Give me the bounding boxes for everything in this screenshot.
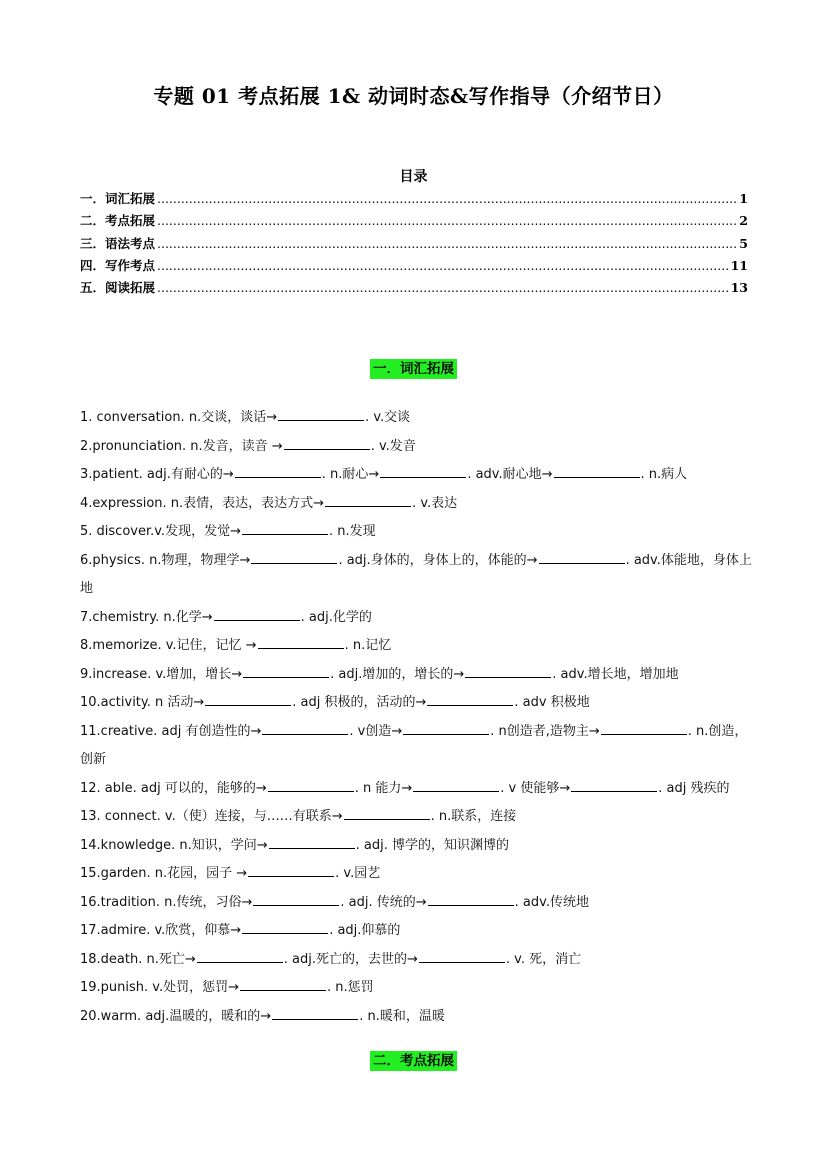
item-text: 14.knowledge. n.知识，学问→ [80, 837, 268, 853]
vocabulary-item [80, 490, 760, 519]
item-text: 15.garden. n.花园，园子 → [80, 866, 248, 881]
toc-entry-label: 一．词汇拓展 [80, 191, 156, 206]
toc-entry-label: 三．语法考点 [80, 235, 156, 251]
fill-in-blank[interactable] [242, 919, 328, 934]
item-text: . adj.增加的，增长的→ [330, 666, 465, 682]
item-text: 8.memorize. v.记住，记忆 → [80, 638, 257, 653]
table-of-contents [80, 189, 748, 300]
toc-dot-leader [157, 258, 729, 273]
item-text: . n.耐心→ [321, 467, 380, 482]
fill-in-blank[interactable] [554, 463, 640, 478]
item-text: 5. discover.v.发现，发觉→ [80, 524, 241, 539]
item-text: 18.death. n.死亡→ [80, 951, 196, 967]
vocabulary-item [80, 404, 760, 433]
section-heading-key-points [0, 1049, 827, 1069]
vocabulary-item [80, 832, 760, 861]
fill-in-blank[interactable] [258, 634, 344, 649]
toc-entry-page: 13 [730, 280, 748, 296]
fill-in-blank[interactable] [465, 663, 551, 678]
fill-in-blank[interactable] [243, 663, 329, 678]
item-text: 1. conversation. n.交谈，谈话→ [80, 410, 278, 425]
vocabulary-item [80, 860, 760, 889]
fill-in-blank[interactable] [428, 891, 514, 906]
item-text: . v创造→ [349, 723, 403, 739]
item-text: . adv 积极地 [514, 695, 590, 710]
vocabulary-item [80, 889, 760, 918]
vocabulary-item [80, 632, 760, 661]
item-text: . v.园艺 [335, 866, 381, 881]
section-heading-label: 二．考点拓展 [370, 1051, 457, 1071]
item-text: . adj.仰慕的 [329, 923, 401, 938]
toc-entry[interactable] [80, 278, 748, 300]
item-text: . n.惩罚 [327, 980, 374, 995]
fill-in-blank[interactable] [240, 976, 326, 991]
vocabulary-item [80, 775, 760, 804]
vocabulary-item [80, 689, 760, 718]
fill-in-blank[interactable] [325, 492, 411, 507]
item-text: . adj. 博学的，知识渊博的 [355, 837, 510, 853]
fill-in-blank[interactable] [403, 720, 489, 735]
item-text: . n.发现 [328, 524, 376, 539]
item-text: . adj.死亡的，去世的→ [283, 951, 418, 967]
item-text: . n.联系，连接 [430, 809, 517, 824]
page-title: 专题 01 考点拓展 1& 动词时态&写作指导（介绍节日） [153, 84, 674, 108]
fill-in-blank[interactable] [380, 463, 466, 478]
item-text: . n.病人 [640, 467, 688, 482]
vocabulary-list [80, 404, 760, 1031]
item-text: 12. able. adj 可以的，能够的→ [80, 780, 267, 796]
toc-dot-leader [157, 191, 737, 206]
fill-in-blank[interactable] [262, 720, 348, 735]
toc-entry-label: 五．阅读拓展 [80, 280, 156, 296]
item-text: . n.创造，创新 [80, 723, 748, 767]
toc-entry[interactable] [80, 234, 748, 256]
item-text: 9.increase. v.增加，增长→ [80, 666, 243, 682]
item-text: . adv.传统地 [514, 894, 589, 910]
section-heading-vocabulary [0, 357, 827, 377]
item-text: . v.表达 [412, 495, 458, 511]
section-heading-label: 一．词汇拓展 [370, 359, 457, 379]
fill-in-blank[interactable] [272, 1005, 358, 1020]
fill-in-blank[interactable] [278, 406, 364, 421]
toc-entry-page: 5 [739, 235, 748, 251]
vocabulary-item [80, 718, 760, 775]
fill-in-blank[interactable] [268, 777, 354, 792]
item-text: . n创造者,造物主→ [490, 723, 600, 739]
item-text: 3.patient. adj.有耐心的→ [80, 467, 234, 482]
vocabulary-item [80, 974, 760, 1003]
toc-entry[interactable] [80, 211, 748, 233]
item-text: 13. connect. v.（使）连接，与……有联系→ [80, 809, 343, 824]
item-text: . adj. 传统的→ [340, 894, 427, 910]
toc-entry-page: 11 [730, 257, 748, 273]
toc-entry-page: 2 [739, 213, 748, 229]
item-text: . adj.化学的 [300, 609, 372, 625]
item-text: 17.admire. v.欣赏，仰慕→ [80, 923, 242, 938]
fill-in-blank[interactable] [427, 691, 513, 706]
item-text: . adj 残疾的 [658, 780, 730, 796]
toc-dot-leader [157, 213, 737, 228]
toc-entry-label: 二．考点拓展 [80, 213, 156, 229]
toc-entry-page: 1 [739, 191, 748, 206]
vocabulary-item [80, 433, 760, 462]
item-text: 19.punish. v.处罚，惩罚→ [80, 980, 240, 995]
fill-in-blank[interactable] [413, 777, 499, 792]
item-text: . adj.身体的，身体上的，体能的→ [338, 552, 538, 568]
item-text: . v.发音 [370, 438, 416, 454]
vocabulary-item [80, 803, 760, 832]
item-text: 7.chemistry. n.化学→ [80, 609, 213, 625]
item-text: 2.pronunciation. n.发音，读音 → [80, 438, 283, 454]
item-text: 20.warm. adj.温暖的，暖和的→ [80, 1008, 272, 1024]
item-text: . n 能力→ [354, 780, 413, 796]
fill-in-blank[interactable] [197, 948, 283, 963]
item-text: . n.记忆 [344, 638, 392, 653]
fill-in-blank[interactable] [284, 435, 370, 450]
toc-entry[interactable] [80, 256, 748, 278]
item-text: . adj 积极的，活动的→ [292, 695, 427, 710]
vocabulary-item [80, 917, 760, 946]
toc-entry-label: 四．写作考点 [80, 257, 156, 273]
fill-in-blank[interactable] [235, 463, 321, 478]
fill-in-blank[interactable] [242, 520, 328, 535]
vocabulary-item [80, 518, 760, 547]
item-text: . v.交谈 [365, 410, 411, 425]
fill-in-blank[interactable] [601, 720, 687, 735]
toc-dot-leader [157, 236, 737, 251]
fill-in-blank[interactable] [248, 862, 334, 877]
vocabulary-item [80, 547, 760, 604]
item-text: . adv.耐心地→ [467, 467, 553, 482]
fill-in-blank[interactable] [539, 549, 625, 564]
toc-heading: 目录 [399, 169, 428, 185]
item-text: . v. 死，消亡 [505, 951, 582, 967]
fill-in-blank[interactable] [571, 777, 657, 792]
item-text: . adv.增长地，增加地 [552, 666, 679, 682]
item-text: 6.physics. n.物理，物理学→ [80, 552, 251, 568]
item-text: 10.activity. n 活动→ [80, 695, 205, 710]
fill-in-blank[interactable] [251, 549, 337, 564]
fill-in-blank[interactable] [214, 606, 300, 621]
fill-in-blank[interactable] [253, 891, 339, 906]
item-text: 4.expression. n.表情，表达，表达方式→ [80, 495, 325, 511]
item-text: . v 使能够→ [500, 780, 571, 796]
fill-in-blank[interactable] [205, 691, 291, 706]
item-text: . n.暖和，温暖 [359, 1008, 445, 1024]
item-text: 16.tradition. n.传统，习俗→ [80, 894, 253, 910]
fill-in-blank[interactable] [344, 805, 430, 820]
fill-in-blank[interactable] [269, 834, 355, 849]
toc-dot-leader [157, 280, 729, 295]
vocabulary-item [80, 946, 760, 975]
item-text: 11.creative. adj 有创造性的→ [80, 723, 262, 739]
vocabulary-item [80, 1003, 760, 1032]
toc-entry[interactable] [80, 189, 748, 211]
fill-in-blank[interactable] [419, 948, 505, 963]
item-text: . adv.体能地，身体上地 [80, 552, 752, 596]
vocabulary-item [80, 604, 760, 633]
vocabulary-item [80, 461, 760, 490]
vocabulary-item [80, 661, 760, 690]
